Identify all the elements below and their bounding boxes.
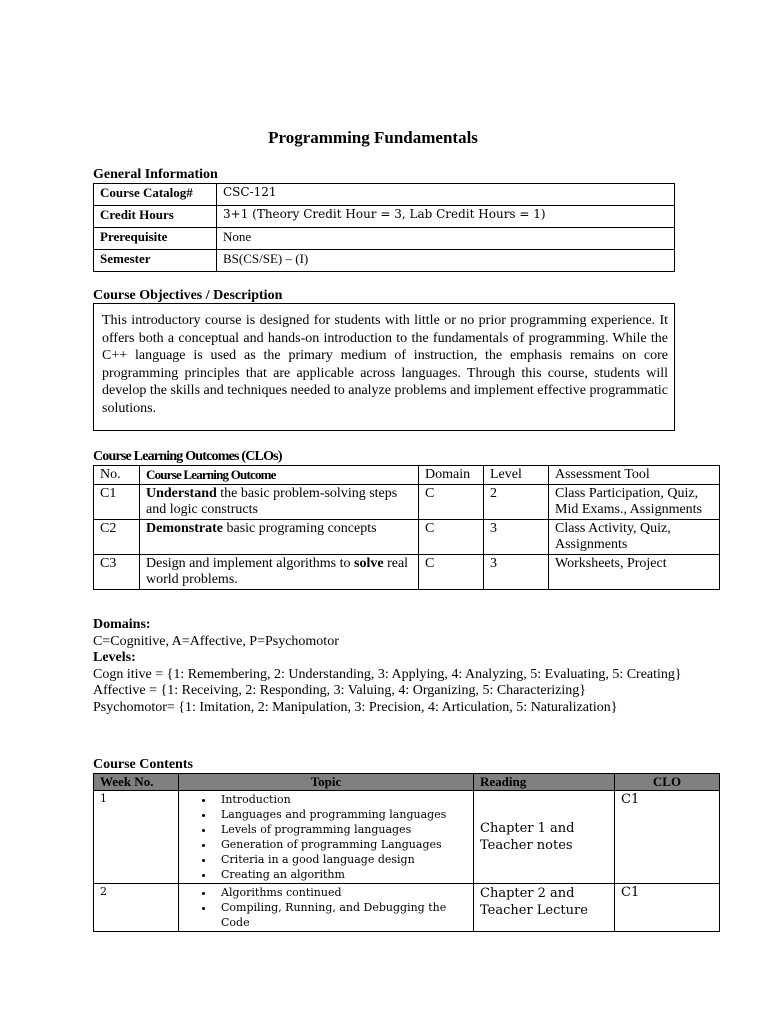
levels-cognitive: Cogn itive = {1: Remembering, 2: Understanding, 3: Applying, 4: Analyzing, 5: Evaluating, 5: Creating} — [93, 666, 682, 682]
gi-key: Course Catalog# — [94, 184, 217, 206]
clo-outcome: Understand the basic problem-solving steps and logic constructs — [140, 485, 419, 520]
clo-domain: C — [419, 485, 484, 520]
clo-outcome: Demonstrate basic programing concepts — [140, 520, 419, 555]
clo-table — [93, 465, 720, 590]
col-header: Week No. — [94, 774, 179, 791]
table-row — [94, 884, 720, 932]
levels-psychomotor: Psychomotor= {1: Imitation, 2: Manipulation, 3: Precision, 4: Articulation, 5: Naturalization} — [93, 699, 618, 715]
week-clo: C1 — [615, 884, 720, 932]
col-header: Topic — [179, 774, 474, 791]
table-row — [94, 555, 720, 590]
objectives-text: This introductory course is designed for students with little or no prior programming experience. It offers both a conceptual and hands-on introduction to the fundamentals of programming. While the C++ language is used as the primary medium of instruction, the emphasis remains on core programming principles that are applicable across languages. Through this course, students will develop the skills and techniques needed to analyze problems and implement effective programmatic solutions. — [93, 303, 675, 431]
table-row — [94, 184, 675, 206]
table-row — [94, 250, 675, 272]
clo-level: 2 — [484, 485, 549, 520]
col-header: Reading — [474, 774, 615, 791]
domains-text: C=Cognitive, A=Affective, P=Psychomotor — [93, 633, 339, 649]
gi-value: CSC-121 — [217, 184, 675, 206]
col-header: Level — [484, 466, 549, 485]
week-clo: C1 — [615, 791, 720, 884]
week-no: 1 — [94, 791, 179, 884]
general-info-heading: General Information — [93, 167, 218, 182]
table-header-row — [94, 774, 720, 791]
week-reading: Chapter 2 and Teacher Lecture — [474, 884, 615, 932]
col-header: CLO — [615, 774, 720, 791]
domains-heading: Domains: — [93, 617, 151, 632]
levels-affective: Affective = {1: Receiving, 2: Responding, 3: Valuing, 4: Organizing, 5: Characterizing} — [93, 683, 586, 698]
clo-no: C1 — [94, 485, 140, 520]
clo-heading: Course Learning Outcomes (CLOs) — [93, 449, 282, 464]
list-item: • Levels of programming languages — [215, 822, 467, 837]
clo-domain: C — [419, 520, 484, 555]
gi-value: 3+1 (Theory Credit Hour = 3, Lab Credit Hours = 1) — [217, 206, 675, 228]
clo-tool: Class Activity, Quiz, Assignments — [549, 520, 720, 555]
contents-table — [93, 773, 720, 932]
list-item: • Compiling, Running, and Debugging the Code — [215, 900, 467, 930]
list-item: • Criteria in a good language design — [215, 852, 467, 867]
clo-outcome: Design and implement algorithms to solve real world problems. — [140, 555, 419, 590]
domains-section — [93, 617, 683, 716]
week-topics — [179, 884, 474, 932]
levels-heading: Levels: — [93, 650, 136, 665]
list-item: • Algorithms continued — [215, 885, 467, 900]
list-item: • Creating an algorithm — [215, 867, 467, 882]
col-header: No. — [94, 466, 140, 485]
list-item: • Languages and programming languages — [215, 807, 467, 822]
clo-no: C3 — [94, 555, 140, 590]
list-item: • Generation of programming Languages — [215, 837, 467, 852]
table-row — [94, 485, 720, 520]
col-header: Domain — [419, 466, 484, 485]
clo-tool: Worksheets, Project — [549, 555, 720, 590]
table-row — [94, 206, 675, 228]
gi-key: Prerequisite — [94, 228, 217, 250]
gi-key: Semester — [94, 250, 217, 272]
col-header: Course Learning Outcome — [140, 466, 419, 485]
page-title: Programming Fundamentals — [268, 128, 478, 147]
gi-key: Credit Hours — [94, 206, 217, 228]
gi-value: BS(CS/SE) – (I) — [217, 250, 675, 272]
clo-domain: C — [419, 555, 484, 590]
clo-no: C2 — [94, 520, 140, 555]
clo-level: 3 — [484, 555, 549, 590]
list-item: • Introduction — [215, 792, 467, 807]
week-no: 2 — [94, 884, 179, 932]
table-row — [94, 520, 720, 555]
clo-level: 3 — [484, 520, 549, 555]
col-header: Assessment Tool — [549, 466, 720, 485]
gi-value: None — [217, 228, 675, 250]
table-row — [94, 791, 720, 884]
clo-tool: Class Participation, Quiz, Mid Exams., Assignments — [549, 485, 720, 520]
week-topics — [179, 791, 474, 884]
objectives-heading: Course Objectives / Description — [93, 288, 283, 303]
week-reading: Chapter 1 and Teacher notes — [474, 791, 615, 884]
contents-heading: Course Contents — [93, 757, 193, 772]
table-header-row — [94, 466, 720, 485]
table-row — [94, 228, 675, 250]
general-info-table — [93, 183, 675, 272]
